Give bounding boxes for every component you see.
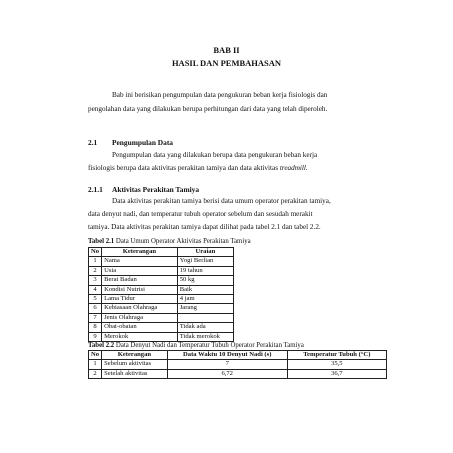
table-row bbox=[89, 285, 234, 294]
table-cell: Baik bbox=[177, 285, 233, 294]
table-row bbox=[89, 369, 387, 378]
table-row bbox=[89, 266, 234, 275]
table-2-1 bbox=[88, 247, 234, 342]
table-cell: Nama bbox=[102, 257, 178, 266]
table-cell: Merokok bbox=[102, 332, 178, 341]
section-2-1-number: 2.1 bbox=[88, 138, 98, 147]
table-row bbox=[89, 323, 234, 332]
section-2-1-line-2 bbox=[88, 161, 308, 175]
table-2-2-caption-text: Data Denyut Nadi dan Temperatur Tubuh Operator Perakitan Tamiya bbox=[115, 342, 304, 349]
table-row bbox=[89, 257, 234, 266]
table-cell: 50 kg bbox=[177, 276, 233, 285]
table-header-cell: Keterangan bbox=[102, 351, 168, 360]
table-cell: 1 bbox=[89, 360, 102, 369]
table-cell: Lama Tidur bbox=[102, 295, 178, 304]
table-cell: 36,7 bbox=[287, 369, 386, 378]
table-cell: 7 bbox=[89, 313, 102, 322]
section-2-1-1-title: Aktivitas Perakitan Tamiya bbox=[112, 185, 200, 194]
section-2-1-1-line-3: tamiya. Data aktivitas perakitan tamiya dapat dilihat pada tabel 2.1 dan tabel 2.2. bbox=[88, 223, 321, 231]
table-2-2-caption bbox=[88, 342, 304, 349]
table-cell: 4 bbox=[89, 285, 102, 294]
table-header-cell: No bbox=[89, 351, 102, 360]
table-cell: Setelah aktivitas bbox=[102, 369, 168, 378]
table-cell: 8 bbox=[89, 323, 102, 332]
section-2-1-1-line-1: Data aktivitas perakitan tamiya berisi data umum operator perakitan tamiya, bbox=[112, 197, 331, 205]
table-2-1-caption-text: Data Umum Operator Aktivitas Perakitan Tamiya bbox=[115, 238, 251, 245]
table-cell: 4 jam bbox=[177, 295, 233, 304]
table-2-2 bbox=[88, 350, 387, 379]
section-2-1-title: Pengumpulan Data bbox=[112, 138, 173, 147]
section-2-1-line-2-text: fisiologis berupa data aktivitas perakitan tamiya dan data aktivitas bbox=[88, 164, 279, 172]
table-cell: Usia bbox=[102, 266, 178, 275]
section-2-1-1-number: 2.1.1 bbox=[88, 185, 103, 194]
table-row bbox=[89, 304, 234, 313]
table-header-row bbox=[89, 248, 234, 257]
table-cell: Kondisi Nutrisi bbox=[102, 285, 178, 294]
table-header-row bbox=[89, 351, 387, 360]
intro-line-1: Bab ini berisikan pengumpulan data pengukuran beban kerja fisiologis dan bbox=[112, 91, 328, 99]
section-2-1-1-line-2: data denyut nadi, dan temperatur tubuh operator sebelum dan sesudah merakit bbox=[88, 210, 313, 218]
table-cell: Tidak merokok bbox=[177, 332, 233, 341]
table-row bbox=[89, 276, 234, 285]
chapter-number: BAB II bbox=[213, 45, 240, 55]
table-cell: Sebelum aktivitas bbox=[102, 360, 168, 369]
table-2-1-caption-label: Tabel 2.1 bbox=[88, 238, 115, 245]
table-header-cell: Uraian bbox=[177, 248, 233, 257]
table-cell: 3 bbox=[89, 276, 102, 285]
table-cell: Yogi Berlian bbox=[177, 257, 233, 266]
table-2-1-caption bbox=[88, 238, 251, 245]
table-cell: 2 bbox=[89, 266, 102, 275]
table-row bbox=[89, 295, 234, 304]
table-header-cell: Keterangan bbox=[102, 248, 178, 257]
table-cell: 19 tahun bbox=[177, 266, 233, 275]
table-cell: 6 bbox=[89, 304, 102, 313]
table-header-cell: No bbox=[89, 248, 102, 257]
table-cell: 1 bbox=[89, 257, 102, 266]
section-2-1-line-1: Pengumpulan data yang dilakukan berupa data pengukuran beban kerja bbox=[112, 151, 318, 159]
intro-line-2: pengolahan data yang dilakukan berupa perhitungan dari data yang telah diperoleh. bbox=[88, 105, 328, 113]
table-cell: 5 bbox=[89, 295, 102, 304]
table-cell: Kebiasaan Olahraga bbox=[102, 304, 178, 313]
table-cell bbox=[177, 313, 233, 322]
table-cell: 6,72 bbox=[167, 369, 287, 378]
table-header-cell: Temperatur Tubuh (°C) bbox=[287, 351, 386, 360]
table-cell: 7 bbox=[167, 360, 287, 369]
table-2-2-caption-label: Tabel 2.2 bbox=[88, 342, 115, 349]
chapter-title: HASIL DAN PEMBAHASAN bbox=[171, 58, 282, 68]
table-cell: Jarang bbox=[177, 304, 233, 313]
table-cell: Berat Badan bbox=[102, 276, 178, 285]
table-row bbox=[89, 332, 234, 341]
table-cell: 2 bbox=[89, 369, 102, 378]
table-row bbox=[89, 360, 387, 369]
section-2-1-line-2-italic: treadmill. bbox=[279, 164, 308, 172]
table-cell: Tidak ada bbox=[177, 323, 233, 332]
table-header-cell: Data Waktu 10 Denyut Nadi (s) bbox=[167, 351, 287, 360]
table-cell: 9 bbox=[89, 332, 102, 341]
table-cell: 35,5 bbox=[287, 360, 386, 369]
table-row bbox=[89, 313, 234, 322]
table-cell: Obat-obatan bbox=[102, 323, 178, 332]
table-cell: Jenis Olahraga bbox=[102, 313, 178, 322]
